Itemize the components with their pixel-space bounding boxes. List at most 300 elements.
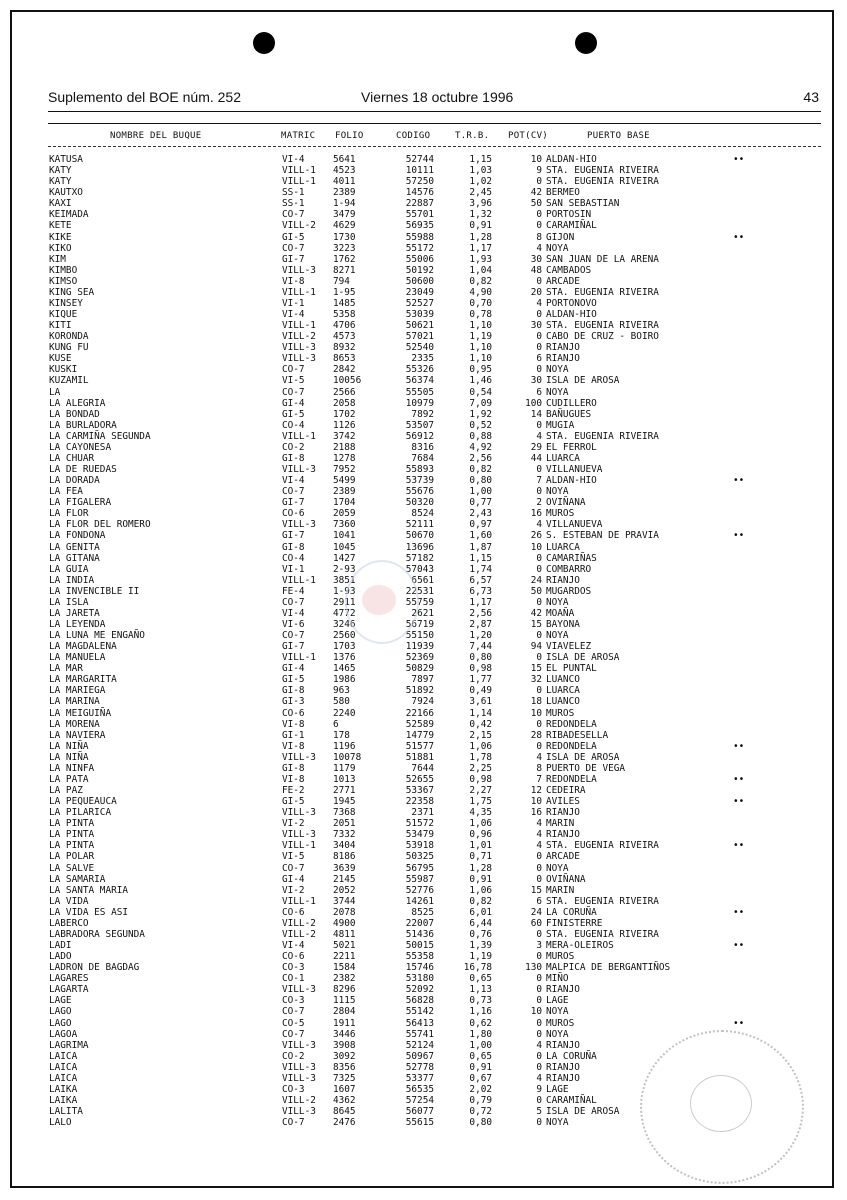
cell-puerto: STA. EUGENIA RIVEIRA: [546, 895, 659, 907]
cell-puerto: STA. EUGENIA RIVEIRA: [546, 928, 659, 940]
cell-folio: 1702: [333, 408, 356, 420]
cell-folio: 1427: [333, 552, 356, 564]
cell-puerto: RIBADESELLA: [546, 729, 609, 741]
cell-folio: 3092: [333, 1050, 356, 1062]
cell-trb: 0,52: [469, 419, 492, 431]
cell-matric: CO-2: [282, 441, 305, 453]
cell-pot: 0: [536, 851, 542, 863]
cell-pot: 2: [536, 497, 542, 509]
cell-matric: CO-2: [282, 1050, 305, 1062]
col-header-puerto: PUERTO BASE: [587, 131, 650, 141]
cell-pot: 6: [536, 386, 542, 398]
cell-pot: 0: [536, 928, 542, 940]
cell-puerto: SAN SEBASTIAN: [546, 198, 620, 210]
cell-codigo: 23049: [405, 286, 434, 298]
cell-matric: VILL-1: [282, 176, 316, 188]
cell-trb: 1,15: [469, 154, 492, 165]
cell-trb: 0,42: [469, 718, 492, 730]
cell-codigo: 53739: [405, 475, 434, 486]
cell-folio: 1115: [333, 995, 356, 1007]
cell-folio: 2145: [333, 873, 356, 885]
cell-matric: VILL-1: [282, 430, 316, 442]
cell-pot: 4: [536, 818, 542, 830]
cell-folio: 1-95: [333, 286, 356, 298]
cell-puerto: NOYA: [546, 486, 569, 498]
cell-nombre: LADI: [49, 940, 72, 951]
cell-pot: 32: [530, 674, 542, 686]
cell-nombre: LA MEIGUIÑA: [49, 707, 112, 719]
cell-codigo: 56828: [405, 995, 434, 1007]
cell-trb: 0,49: [469, 685, 492, 697]
cell-folio: 4362: [333, 1095, 356, 1106]
cell-pot: 0: [536, 331, 542, 343]
cell-trb: 1,04: [469, 264, 492, 276]
cell-folio: 5358: [333, 309, 356, 320]
cell-pot: 9: [536, 165, 542, 177]
cell-trb: 1,60: [469, 530, 492, 542]
cell-puerto: REDONDELA: [546, 718, 597, 730]
cell-puerto: RIANJO: [546, 1061, 580, 1073]
cell-folio: 5641: [333, 154, 356, 165]
cell-nombre: LA INVENCIBLE II: [49, 585, 140, 597]
cell-nombre: KORONDA: [49, 331, 89, 343]
cell-trb: 1,46: [469, 375, 492, 387]
cell-pot: 60: [530, 917, 542, 929]
cell-codigo: 52655: [405, 773, 434, 785]
cell-nombre: LA MARIEGA: [49, 685, 106, 697]
cell-folio: 3223: [333, 242, 356, 254]
cell-puerto: RIANJO: [546, 1039, 580, 1051]
cell-nombre: LA PILARICA: [49, 807, 112, 819]
cell-nombre: LAGOA: [49, 1028, 78, 1040]
cell-puerto: MUROS: [546, 707, 575, 719]
cell-folio: 1126: [333, 419, 356, 431]
cell-pot: 0: [536, 652, 542, 664]
archive-stamp-inner: [690, 1075, 752, 1132]
cell-codigo: 55759: [405, 596, 434, 608]
cell-codigo: 11939: [405, 641, 434, 653]
cell-codigo: 53479: [405, 829, 434, 841]
cell-trb: 16,78: [463, 962, 492, 974]
cell-pot: 18: [530, 696, 542, 708]
cell-folio: 5021: [333, 940, 356, 951]
cell-pot: 94: [530, 641, 542, 653]
cell-puerto: LAGE: [546, 995, 569, 1007]
cell-nombre: LA LEYENDA: [49, 618, 106, 630]
cell-trb: 1,17: [469, 596, 492, 608]
cell-pot: 15: [530, 618, 542, 630]
cell-trb: 0,91: [469, 220, 492, 232]
cell-pot: 30: [530, 375, 542, 387]
cell-nombre: KIMSO: [49, 275, 78, 287]
cell-puerto: NOYA: [546, 242, 569, 254]
cell-matric: VILL-3: [282, 342, 316, 354]
cell-matric: VI-1: [282, 297, 305, 309]
cell-codigo: 57254: [405, 1095, 434, 1106]
cell-pot: 0: [536, 1050, 542, 1062]
cell-nombre: LADRON DE BAGDAG: [49, 962, 140, 974]
cell-puerto: REDONDELA: [546, 773, 597, 785]
cell-folio: 1-93: [333, 585, 356, 597]
cell-puerto: NOYA: [546, 630, 569, 641]
cell-matric: GI-7: [282, 253, 305, 265]
cell-folio: 2052: [333, 884, 356, 896]
cell-puerto: OVIÑANA: [546, 873, 586, 885]
cell-nombre: LAGRIMA: [49, 1039, 89, 1051]
cell-folio: 2051: [333, 818, 356, 830]
cell-trb: 1,13: [469, 984, 492, 996]
cell-matric: VILL-2: [282, 1095, 316, 1106]
cell-pot: 42: [530, 607, 542, 619]
cell-matric: VI-4: [282, 309, 305, 320]
cell-folio: 2-93: [333, 563, 356, 575]
cell-trb: 0,91: [469, 1061, 492, 1073]
cell-trb: 0,78: [469, 309, 492, 320]
cell-nombre: LA VIDA: [49, 895, 89, 907]
cell-pot: 0: [536, 596, 542, 608]
cell-puerto: CARAMIÑAL: [546, 1095, 597, 1106]
cell-pot: 30: [530, 253, 542, 265]
cell-codigo: 56374: [405, 375, 434, 387]
cell-codigo: 51572: [405, 818, 434, 830]
cell-codigo: 22358: [405, 796, 434, 808]
cell-mark: ••: [733, 231, 745, 243]
cell-trb: 2,45: [469, 187, 492, 199]
cell-matric: VILL-3: [282, 1061, 316, 1073]
cell-pot: 0: [536, 1095, 542, 1106]
cell-puerto: ARCADE: [546, 851, 580, 863]
cell-trb: 0,65: [469, 973, 492, 985]
cell-folio: 4573: [333, 331, 356, 343]
cell-pot: 44: [530, 452, 542, 464]
cell-pot: 4: [536, 840, 542, 852]
cell-matric: GI-8: [282, 685, 305, 697]
cell-nombre: LA MAGDALENA: [49, 641, 117, 653]
cell-codigo: 56413: [405, 1017, 434, 1029]
cell-trb: 0,80: [469, 1117, 492, 1129]
cell-matric: VILL-3: [282, 519, 316, 531]
cell-trb: 0,82: [469, 275, 492, 287]
cell-codigo: 7684: [411, 452, 434, 464]
cell-folio: 2771: [333, 785, 356, 796]
cell-folio: 2058: [333, 397, 356, 409]
cell-codigo: 56935: [405, 220, 434, 232]
cell-pot: 16: [530, 807, 542, 819]
cell-matric: VI-8: [282, 275, 305, 287]
cell-puerto: RIANJO: [546, 574, 580, 586]
col-header-folio: FOLIO: [335, 131, 364, 141]
cell-matric: VILL-3: [282, 1039, 316, 1051]
cell-folio: 1196: [333, 740, 356, 752]
cell-pot: 48: [530, 264, 542, 276]
cell-codigo: 56719: [405, 618, 434, 630]
cell-matric: VILL-2: [282, 928, 316, 940]
cell-trb: 1,19: [469, 951, 492, 962]
cell-codigo: 57250: [405, 176, 434, 188]
cell-pot: 10: [530, 541, 542, 553]
cell-folio: 3742: [333, 430, 356, 442]
cell-pot: 10: [530, 796, 542, 808]
cell-matric: VILL-2: [282, 331, 316, 343]
cell-trb: 1,32: [469, 209, 492, 221]
cell-puerto: ALDAN-HIO: [546, 475, 597, 486]
cell-trb: 0,77: [469, 497, 492, 509]
cell-puerto: STA. EUGENIA RIVEIRA: [546, 320, 659, 332]
cell-codigo: 6561: [411, 574, 434, 586]
cell-codigo: 50600: [405, 275, 434, 287]
cell-nombre: KIKO: [49, 242, 72, 254]
cell-matric: VI-5: [282, 375, 305, 387]
cell-codigo: 50621: [405, 320, 434, 332]
cell-folio: 580: [333, 696, 350, 708]
cell-pot: 20: [530, 286, 542, 298]
cell-pot: 0: [536, 419, 542, 431]
cell-folio: 1607: [333, 1083, 356, 1095]
cell-matric: GI-5: [282, 674, 305, 686]
cell-matric: CO-7: [282, 386, 305, 398]
cell-trb: 1,28: [469, 862, 492, 874]
cell-nombre: LA PINTA: [49, 840, 95, 852]
cell-puerto: VILLANUEVA: [546, 519, 603, 531]
cell-folio: 1945: [333, 796, 356, 808]
cell-nombre: KATY: [49, 176, 72, 188]
cell-codigo: 14576: [405, 187, 434, 199]
cell-pot: 7: [536, 773, 542, 785]
cell-matric: VI-4: [282, 607, 305, 619]
cell-codigo: 22007: [405, 917, 434, 929]
cell-nombre: KUSE: [49, 353, 72, 365]
cell-codigo: 15746: [405, 962, 434, 974]
cell-matric: VI-8: [282, 740, 305, 752]
col-header-pot: POT(CV): [508, 131, 549, 141]
cell-nombre: LA MARINA: [49, 696, 100, 708]
cell-folio: 1730: [333, 231, 356, 243]
cell-trb: 1,10: [469, 320, 492, 332]
cell-matric: CO-7: [282, 486, 305, 498]
cell-trb: 1,03: [469, 165, 492, 177]
cell-codigo: 8525: [411, 906, 434, 918]
cell-mark: ••: [733, 773, 745, 785]
cell-trb: 1,00: [469, 1039, 492, 1051]
cell-pot: 10: [530, 707, 542, 719]
cell-pot: 0: [536, 862, 542, 874]
cell-trb: 1,15: [469, 552, 492, 564]
cell-codigo: 55676: [405, 486, 434, 498]
cell-folio: 8932: [333, 342, 356, 354]
cell-trb: 0,80: [469, 475, 492, 486]
cell-nombre: LA NINFA: [49, 762, 95, 774]
cell-pot: 9: [536, 1083, 542, 1095]
cell-codigo: 50325: [405, 851, 434, 863]
cell-puerto: ISLA DE AROSA: [546, 375, 620, 387]
cell-codigo: 53180: [405, 973, 434, 985]
cell-puerto: CEDEIRA: [546, 785, 586, 796]
cell-nombre: LA DORADA: [49, 475, 100, 486]
cell-folio: 2389: [333, 486, 356, 498]
cell-mark: ••: [733, 154, 745, 165]
cell-pot: 6: [536, 895, 542, 907]
cell-codigo: 52369: [405, 652, 434, 664]
cell-trb: 1,77: [469, 674, 492, 686]
cell-codigo: 55006: [405, 253, 434, 265]
cell-puerto: MUGIA: [546, 419, 575, 431]
cell-pot: 50: [530, 198, 542, 210]
cell-matric: CO-1: [282, 973, 305, 985]
cell-trb: 0,70: [469, 297, 492, 309]
cell-nombre: LA NIÑA: [49, 740, 89, 752]
cell-trb: 2,43: [469, 508, 492, 520]
cell-pot: 7: [536, 475, 542, 486]
cell-folio: 8296: [333, 984, 356, 996]
cell-puerto: BAYONA: [546, 618, 580, 630]
cell-nombre: LAICA: [49, 1050, 78, 1062]
cell-nombre: LA NIÑA: [49, 751, 89, 763]
cell-folio: 3744: [333, 895, 356, 907]
cell-puerto: MUROS: [546, 951, 575, 962]
cell-puerto: NOYA: [546, 862, 569, 874]
cell-nombre: LA ALEGRIA: [49, 397, 106, 409]
cell-matric: VILL-1: [282, 165, 316, 177]
cell-pot: 0: [536, 342, 542, 354]
cell-puerto: ALDAN-HIO: [546, 309, 597, 320]
cell-pot: 12: [530, 785, 542, 796]
cell-puerto: VILLANUEVA: [546, 464, 603, 475]
cell-puerto: AVILES: [546, 796, 580, 808]
cell-matric: GI-8: [282, 762, 305, 774]
cell-matric: GI-8: [282, 452, 305, 464]
cell-folio: 2078: [333, 906, 356, 918]
cell-codigo: 13696: [405, 541, 434, 553]
cell-nombre: LA VIDA ES ASI: [49, 906, 129, 918]
cell-nombre: LAICA: [49, 1061, 78, 1073]
cell-puerto: MARIN: [546, 884, 575, 896]
cell-pot: 15: [530, 884, 542, 896]
cell-matric: VILL-3: [282, 984, 316, 996]
cell-puerto: MOAÑA: [546, 607, 575, 619]
cell-pot: 130: [525, 962, 542, 974]
cell-folio: 794: [333, 275, 350, 287]
cell-puerto: ARCADE: [546, 275, 580, 287]
cell-matric: CO-7: [282, 242, 305, 254]
cell-puerto: NOYA: [546, 1006, 569, 1018]
cell-pot: 0: [536, 209, 542, 221]
page-number: 43: [803, 89, 819, 105]
cell-pot: 0: [536, 718, 542, 730]
cell-trb: 1,06: [469, 884, 492, 896]
cell-codigo: 10111: [405, 165, 434, 177]
cell-nombre: LA PINTA: [49, 829, 95, 841]
cell-trb: 1,00: [469, 486, 492, 498]
cell-matric: GI-4: [282, 663, 305, 675]
cell-nombre: LA FIGALERA: [49, 497, 112, 509]
cell-folio: 1278: [333, 452, 356, 464]
cell-pot: 0: [536, 364, 542, 376]
cell-trb: 3,96: [469, 198, 492, 210]
cell-trb: 1,16: [469, 1006, 492, 1018]
cell-folio: 3639: [333, 862, 356, 874]
cell-puerto: STA. EUGENIA RIVEIRA: [546, 176, 659, 188]
cell-matric: FE-4: [282, 585, 305, 597]
cell-matric: GI-3: [282, 696, 305, 708]
cell-pot: 0: [536, 873, 542, 885]
cell-trb: 1,28: [469, 231, 492, 243]
cell-trb: 0,80: [469, 652, 492, 664]
cell-folio: 1045: [333, 541, 356, 553]
cell-codigo: 8316: [411, 441, 434, 453]
publication-title: Suplemento del BOE núm. 252: [48, 89, 242, 105]
cell-mark: ••: [733, 796, 745, 808]
cell-puerto: RIANJO: [546, 342, 580, 354]
cell-folio: 3908: [333, 1039, 356, 1051]
cell-codigo: 52540: [405, 342, 434, 354]
cell-puerto: MERA-OLEIROS: [546, 940, 614, 951]
cell-trb: 3,61: [469, 696, 492, 708]
cell-matric: VI-4: [282, 154, 305, 165]
cell-trb: 1,10: [469, 353, 492, 365]
cell-codigo: 22887: [405, 198, 434, 210]
cell-codigo: 8524: [411, 508, 434, 520]
cell-folio: 3446: [333, 1028, 356, 1040]
cell-codigo: 52776: [405, 884, 434, 896]
cell-trb: 0,98: [469, 663, 492, 675]
cell-matric: CO-6: [282, 707, 305, 719]
cell-trb: 1,74: [469, 563, 492, 575]
cell-trb: 2,25: [469, 762, 492, 774]
cell-nombre: LAGO: [49, 1017, 72, 1029]
cell-matric: CO-7: [282, 1117, 305, 1129]
cell-puerto: BAÑUGUES: [546, 408, 592, 420]
cell-pot: 0: [536, 984, 542, 996]
cell-trb: 2,27: [469, 785, 492, 796]
cell-folio: 2211: [333, 951, 356, 962]
cell-pot: 0: [536, 464, 542, 475]
cell-codigo: 52527: [405, 297, 434, 309]
cell-nombre: LA GITANA: [49, 552, 100, 564]
cell-matric: FE-2: [282, 785, 305, 796]
cell-nombre: LAGO: [49, 1006, 72, 1018]
cell-nombre: KUZAMIL: [49, 375, 89, 387]
cell-matric: CO-6: [282, 951, 305, 962]
col-header-nombre: NOMBRE DEL BUQUE: [110, 131, 202, 141]
cell-trb: 0,79: [469, 1095, 492, 1106]
cell-mark: ••: [733, 475, 745, 486]
cell-folio: 4811: [333, 928, 356, 940]
cell-nombre: KUNG FU: [49, 342, 89, 354]
cell-nombre: LA PEQUEAUCA: [49, 796, 117, 808]
cell-puerto: RIANJO: [546, 984, 580, 996]
cell-folio: 10056: [333, 375, 362, 387]
cell-trb: 1,10: [469, 342, 492, 354]
cell-trb: 1,75: [469, 796, 492, 808]
cell-pot: 0: [536, 740, 542, 752]
cell-pot: 3: [536, 940, 542, 951]
cell-puerto: ISLA DE AROSA: [546, 652, 620, 664]
cell-nombre: LA GENITA: [49, 541, 100, 553]
cell-nombre: LA CARMIÑA SEGUNDA: [49, 430, 151, 442]
cell-folio: 7368: [333, 807, 356, 819]
cell-trb: 0,82: [469, 895, 492, 907]
cell-nombre: LA FONDONA: [49, 530, 106, 542]
cell-trb: 0,95: [469, 364, 492, 376]
cell-nombre: LA PATA: [49, 773, 89, 785]
cell-matric: VILL-3: [282, 807, 316, 819]
cell-mark: ••: [733, 740, 745, 752]
cell-matric: VI-1: [282, 563, 305, 575]
cell-codigo: 7924: [411, 696, 434, 708]
cell-pot: 0: [536, 1117, 542, 1129]
cell-matric: VI-2: [282, 884, 305, 896]
cell-nombre: KAXI: [49, 198, 72, 210]
